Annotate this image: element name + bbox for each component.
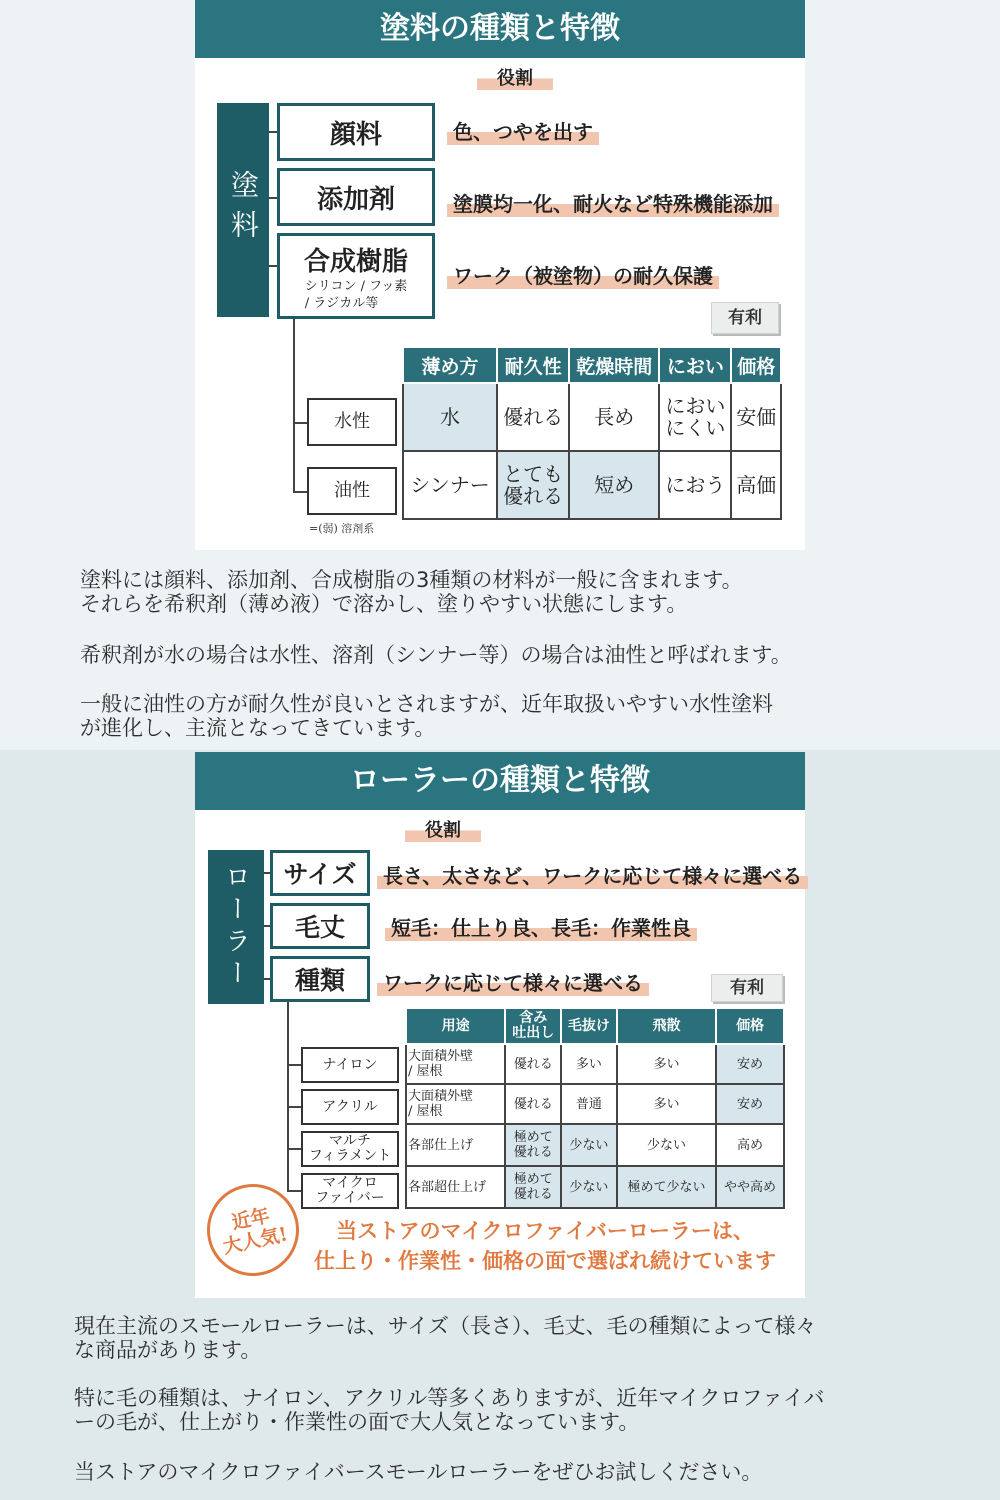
type-label: 水性	[334, 410, 370, 432]
paint-paragraph-3: 一般に油性の方が耐久性が良いとされますが、近年取扱いやすい水性塗料 が進化し、主流となってきています。	[80, 692, 773, 740]
paint-paragraph-1: 塗料には顔料、添加剤、合成樹脂の3種類の材料が一般に含まれます。 それらを希釈剤（薄め液）で溶かし、塗りやすい状態にします。	[80, 568, 743, 616]
table-header: 含み 吐出し	[505, 1008, 561, 1044]
table-header: におい	[659, 347, 731, 383]
roller-item-type	[270, 956, 370, 1002]
paint-advantage-label: 有利	[711, 302, 779, 334]
tree-line	[287, 1002, 289, 1192]
roller-paragraph-1: 現在主流のスモールローラーは、サイズ（長さ）、毛丈、毛の種類によって様々 な商品があります。	[74, 1314, 817, 1362]
table-header: 価格	[731, 347, 781, 383]
table-header: 薄め方	[403, 347, 497, 383]
table-cell: 長め	[569, 383, 659, 451]
table-cell: とても 優れる	[497, 451, 569, 519]
table-cell: 極めて 優れる	[505, 1166, 561, 1208]
table-row	[406, 1044, 784, 1084]
roller-infographic	[195, 752, 805, 1298]
roller-desc-pile: 短毛：仕上り良、長毛：作業性良	[385, 912, 697, 941]
roller-type-nylon	[301, 1047, 399, 1083]
table-header: 飛散	[617, 1008, 716, 1044]
item-name: 毛丈	[294, 913, 345, 942]
roller-desc-size: 長さ、太さなど、ワークに応じて様々に選べる	[377, 860, 808, 889]
table-cell: 水	[403, 383, 497, 451]
type-label: アクリル	[322, 1098, 378, 1115]
roller-type-multifilament	[301, 1131, 399, 1167]
table-cell: におう	[659, 451, 731, 519]
paint-vertical-title: 塗料	[217, 103, 269, 317]
table-row	[406, 1084, 784, 1124]
paint-type-water	[307, 398, 397, 446]
roller-section	[0, 750, 1000, 1500]
table-header: 価格	[716, 1008, 784, 1044]
item-name: 添加剤	[316, 184, 395, 215]
table-cell: シンナー	[403, 451, 497, 519]
table-cell: 高め	[716, 1124, 784, 1166]
table-cell: 少ない	[561, 1166, 617, 1208]
table-cell: 極めて少ない	[617, 1166, 716, 1208]
roller-promo: 当ストアのマイクロファイバーローラーは、 仕上り・作業性・価格の面で選ばれ続けています	[314, 1218, 776, 1273]
table-cell: におい にくい	[659, 383, 731, 451]
type-label: マルチ フィラメント	[308, 1133, 392, 1164]
paint-banner: 塗料の種類と特徴	[195, 0, 805, 58]
table-cell: 大面積外壁 / 屋根	[406, 1044, 505, 1084]
table-cell: 高価	[731, 451, 781, 519]
table-cell: 普通	[561, 1084, 617, 1124]
paint-table	[402, 346, 782, 520]
roller-table	[405, 1007, 785, 1209]
table-cell: 優れる	[505, 1044, 561, 1084]
paint-item-pigment	[277, 103, 435, 161]
table-cell: やや高め	[716, 1166, 784, 1208]
table-row	[403, 451, 781, 519]
table-cell: 少ない	[561, 1124, 617, 1166]
roller-vertical-title: ローラー	[208, 850, 264, 1004]
roller-item-pile	[270, 903, 370, 949]
table-header: 乾燥時間	[569, 347, 659, 383]
roller-advantage-label: 有利	[711, 974, 783, 1002]
table-cell: 安め	[716, 1084, 784, 1124]
paint-note: =(弱) 溶剤系	[309, 522, 375, 535]
tree-branch	[287, 1190, 301, 1192]
table-row	[406, 1166, 784, 1208]
table-header: 耐久性	[497, 347, 569, 383]
paint-infographic	[195, 0, 805, 550]
paint-type-oil	[307, 467, 397, 515]
roller-desc-type: ワークに応じて様々に選べる	[377, 967, 649, 996]
table-cell: 各部超仕上げ	[406, 1166, 505, 1208]
paint-role-label: 役割	[477, 64, 553, 90]
table-cell: 各部仕上げ	[406, 1124, 505, 1166]
table-cell: 短め	[569, 451, 659, 519]
roller-banner: ローラーの種類と特徴	[195, 752, 805, 810]
table-cell: 優れる	[505, 1084, 561, 1124]
roller-item-size	[270, 850, 370, 896]
table-cell: 優れる	[497, 383, 569, 451]
paint-desc-resin: ワーク（被塗物）の耐久保護	[447, 260, 719, 289]
item-name: 顔料	[329, 119, 382, 150]
table-row	[406, 1124, 784, 1166]
type-label: ナイロン	[322, 1056, 378, 1073]
paint-paragraph-2: 希釈剤が水の場合は水性、溶剤（シンナー等）の場合は油性と呼ばれます。	[80, 643, 792, 667]
paint-item-resin	[277, 233, 435, 319]
tree-branch	[293, 422, 307, 424]
roller-type-acrylic	[301, 1089, 399, 1125]
type-label: 油性	[334, 479, 370, 501]
table-cell: 多い	[561, 1044, 617, 1084]
table-row	[403, 383, 781, 451]
popular-badge: 近年 大人気!	[198, 1175, 307, 1284]
roller-type-microfiber	[301, 1173, 399, 1209]
item-name: 種類	[294, 966, 345, 995]
table-cell: 少ない	[617, 1124, 716, 1166]
paint-item-additive	[277, 168, 435, 226]
table-cell: 大面積外壁 / 屋根	[406, 1084, 505, 1124]
table-header: 毛抜け	[561, 1008, 617, 1044]
roller-paragraph-2: 特に毛の種類は、ナイロン、アクリル等多くありますが、近年マイクロファイバ ーの毛が、仕上がり・作業性の面で大人気となっています。	[74, 1386, 825, 1434]
roller-role-label: 役割	[405, 816, 481, 842]
item-name: 合成樹脂	[303, 246, 408, 277]
tree-branch	[287, 1106, 301, 1108]
type-label: マイクロ ファイバー	[315, 1175, 385, 1206]
table-cell: 極めて 優れる	[505, 1124, 561, 1166]
item-sub: シリコン / フッ素 / ラジカル等	[304, 278, 408, 311]
table-cell: 安め	[716, 1044, 784, 1084]
paint-desc-additive: 塗膜均一化、耐火など特殊機能添加	[447, 188, 779, 217]
tree-branch	[287, 1064, 301, 1066]
table-cell: 多い	[617, 1084, 716, 1124]
table-cell: 安価	[731, 383, 781, 451]
tree-branch	[293, 491, 307, 493]
paint-desc-pigment: 色、つやを出す	[447, 116, 599, 145]
item-name: サイズ	[283, 860, 357, 889]
table-header: 用途	[406, 1008, 505, 1044]
tree-branch	[287, 1148, 301, 1150]
tree-line	[293, 319, 295, 492]
table-cell: 多い	[617, 1044, 716, 1084]
roller-paragraph-3: 当ストアのマイクロファイバースモールローラーをぜひお試しください。	[74, 1460, 763, 1484]
